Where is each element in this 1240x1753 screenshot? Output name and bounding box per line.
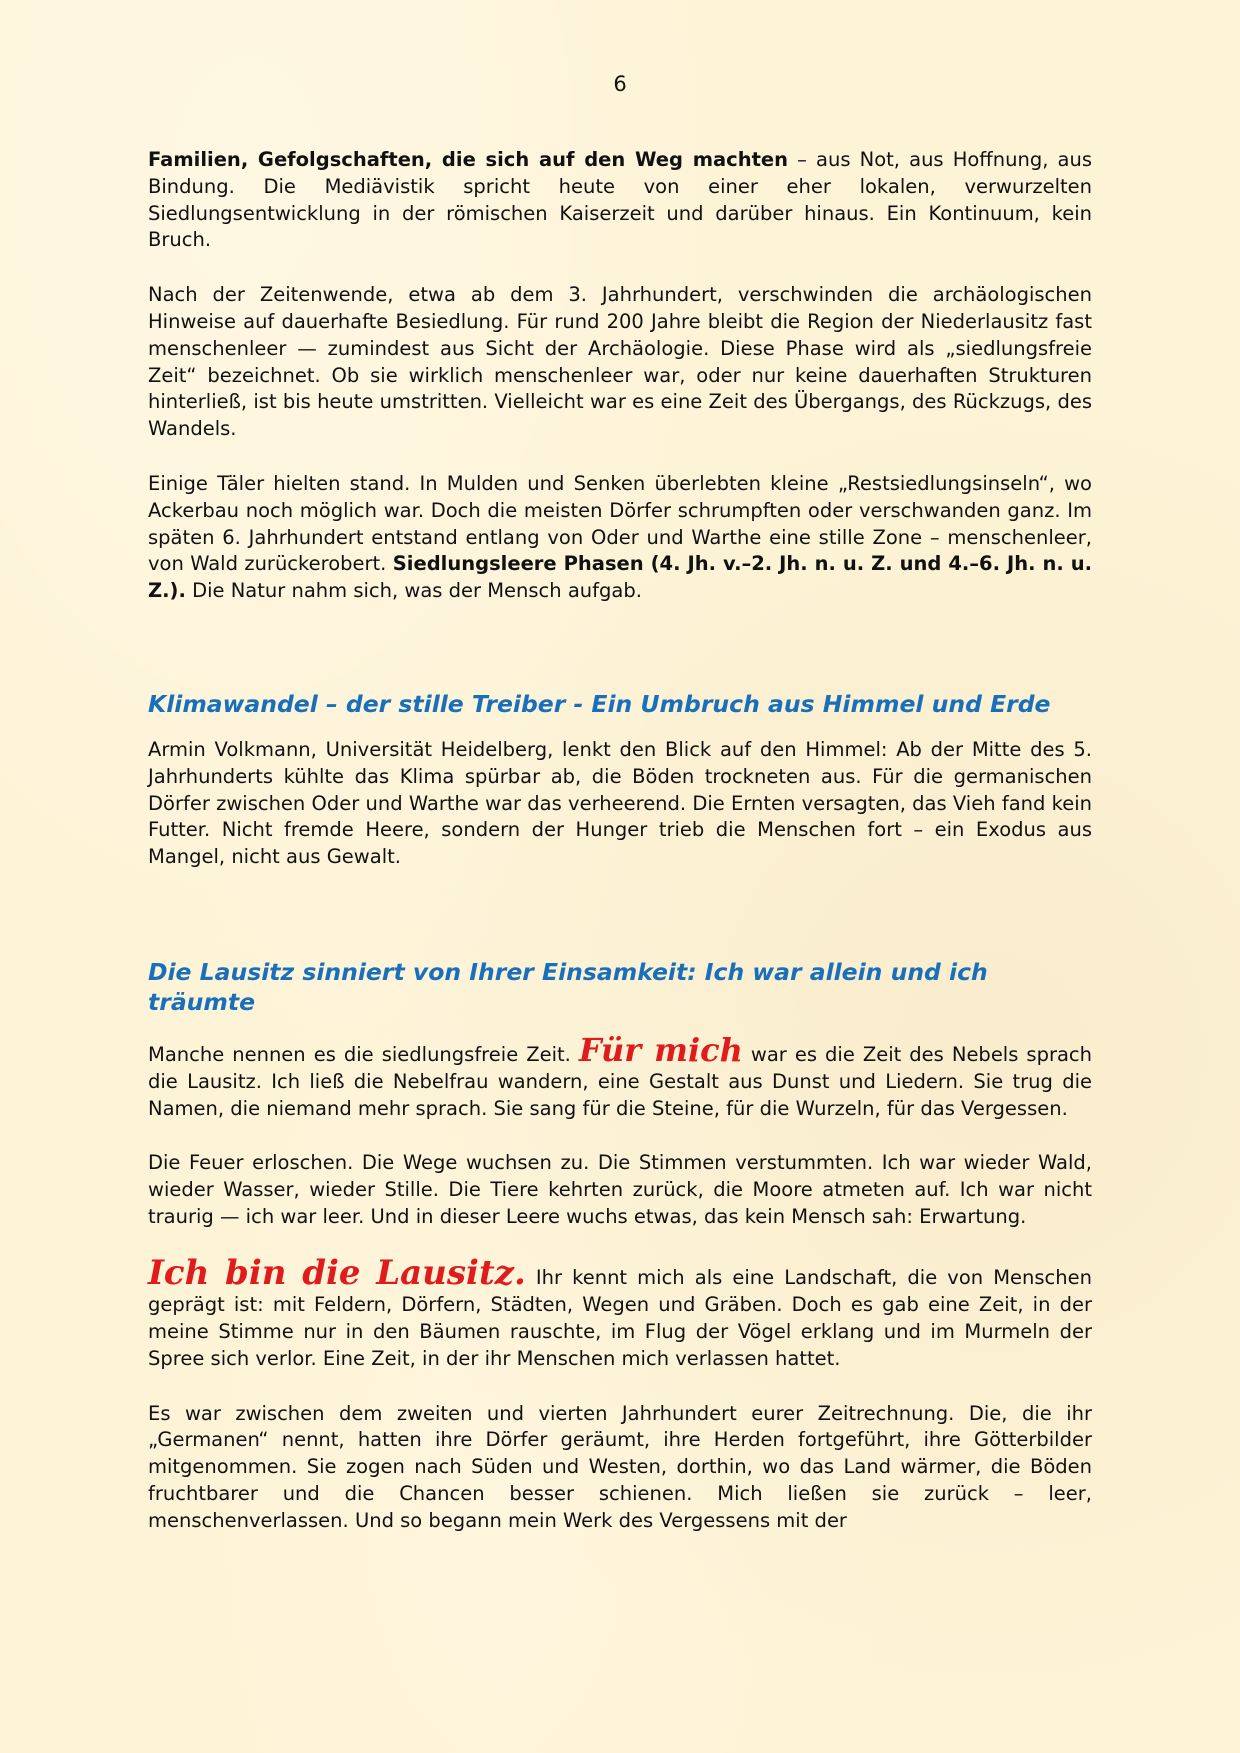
paragraph-fog: Manche nennen es die siedlungsfreie Zeit. Für mich war es die Zeit des Nebels sprach die Lausitz. Ich ließ die Nebelfrau wandern, eine Gestalt aus Dunst und Liedern. Sie trug die Namen, die niemand mehr sprach. Sie sang für die Steine, für die Wurzeln, für das Vergessen. (148, 1030, 1092, 1120)
paragraph-climate: Armin Volkmann, Universität Heidelberg, lenkt den Blick auf den Himmel: Ab der Mitte des 5. Jahrhunderts kühlte das Klima spürbar ab, die Böden trockneten aus. Für die germanischen Dörfer zwischen Oder und Warthe war das verheerend. Die Ernten versagten, das Vieh fand kein Futter. Nicht fremde Heere, sondern der Hunger trieb die Menschen fort – ein Exodus aus Mangel, nicht aus Gewalt. (148, 737, 1092, 869)
bold-lead: Familien, Gefolgschaften, die sich auf den Weg machten (148, 148, 789, 171)
paragraph-fire: Die Feuer erloschen. Die Wege wuchsen zu. Die Stimmen verstummten. Ich war wieder Wald, wieder Wasser, wieder Stille. Die Tiere kehrten zurück, die Moore atmeten auf. Ich war nicht traurig — ich war leer. Und in dieser Leere wuchs etwas, das kein Mensch sah: Erwartung. (148, 1150, 1092, 1228)
paragraph-valleys: Einige Täler hielten stand. In Mulden und Senken überlebten kleine „Restsiedlungsinseln“, wo Ackerbau noch möglich war. Doch die meisten Dörfer schrumpften oder verschwanden ganz. Im späten 6. Jahrhundert entstand entlang von Oder und Warthe eine stille Zone – menschenleer, von Wald zurückerobert. Siedlungsleere Phasen (4. Jh. v.–2. Jh. n. u. Z. und 4.–6. Jh. n. u. Z.). Die Natur nahm sich, was der Mensch aufgab. (148, 471, 1092, 603)
paragraph-continuation: Familien, Gefolgschaften, die sich auf den Weg machten – aus Not, aus Hoffnung, aus Bindung. Die Mediävistik spricht heute von einer eher lokalen, verwurzelten Siedlungsentwicklung in der römischen Kaiserzeit und darüber hinaus. Ein Kontinuum, kein Bruch. (148, 148, 1092, 252)
page-content (148, 147, 1092, 1535)
script-fuer-mich: Für mich (578, 1030, 743, 1069)
paragraph-settlement-gap: Nach der Zeitenwende, etwa ab dem 3. Jahrhundert, verschwinden die archäologischen Hinweise auf dauerhafte Besiedlung. Für rund 200 Jahre bleibt die Region der Niederlausitz fast menschenleer — zumindest aus Sicht der Archäologie. Diese Phase wird als „siedlungsfreie Zeit“ bezeichnet. Ob sie wirklich menschenleer war, oder nur keine dauerhaften Strukturen hinterließ, ist bis heute umstritten. Vielleicht war es eine Zeit des Übergangs, des Rückzugs, des Wandels. (148, 283, 1092, 441)
bold-phases: Siedlungsleere Phasen (4. Jh. v.–2. Jh. n. u. Z. und 4.–6. Jh. n. u. Z.). (148, 552, 1092, 603)
heading-lausitz: Die Lausitz sinniert von Ihrer Einsamkeit: Ich war allein und ich träumte (148, 957, 988, 1016)
paragraph-i-am-lausitz: Ich bin die Lausitz. Ihr kennt mich als eine Landschaft, die von Menschen geprägt ist: mit Feldern, Dörfern, Städten, Wegen und Gräben. Doch es gab eine Zeit, in der meine Stimme nur in den Bäumen rauschte, im Flug der Vögel erklang und im Murmeln der Spree sich verlor. Eine Zeit, in der ihr Menschen mich verlassen hattet. (148, 1253, 1092, 1370)
heading-climate: Klimawandel – der stille Treiber - Ein Umbruch aus Himmel und Erde (148, 689, 1051, 718)
page-number: 6 (613, 72, 627, 96)
paragraph-germanen: Es war zwischen dem zweiten und vierten Jahrhundert eurer Zeitrechnung. Die, die ihr „Germanen“ nennt, hatten ihre Dörfer geräumt, ihre Herden fortgeführt, ihre Götterbilder mitgenommen. Sie zogen nach Süden und Westen, dorthin, wo das Land wärmer, die Böden fruchtbarer und die Chancen besser schienen. Mich ließen sie zurück – leer, menschenverlassen. Und so begann mein Werk des Vergessens mit der (148, 1401, 1092, 1532)
script-ich-bin-die-lausitz: Ich bin die Lausitz. (148, 1253, 526, 1294)
